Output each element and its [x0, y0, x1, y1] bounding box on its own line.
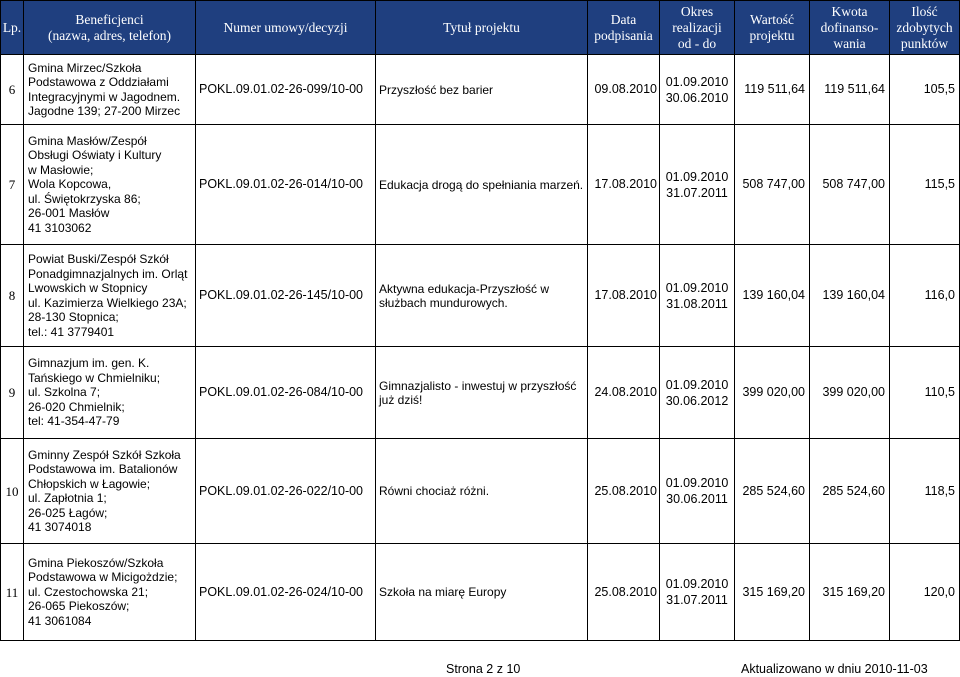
cell-kwota: 508 747,00: [810, 125, 890, 245]
cell-kwota: 139 160,04: [810, 245, 890, 347]
cell-lp: 8: [1, 245, 24, 347]
cell-beneficjent: Gmina Masłów/Zespół Obsługi Oświaty i Kultury w Masłowie; Wola Kopcowa, ul. Świętokrzyska 86; 26-001 Masłów 41 3103062: [24, 125, 196, 245]
header-data-podpisania: Data podpisania: [588, 1, 660, 55]
cell-tytul: Aktywna edukacja-Przyszłość w służbach mundurowych.: [376, 245, 588, 347]
cell-punkty: 120,0: [890, 544, 960, 641]
table-row: [1, 439, 960, 544]
cell-wartosc: 285 524,60: [735, 439, 810, 544]
cell-lp: 10: [1, 439, 24, 544]
cell-data: 09.08.2010: [588, 55, 660, 125]
cell-okres: 01.09.2010 30.06.2010: [660, 55, 735, 125]
cell-beneficjent: Gmina Mirzec/Szkoła Podstawowa z Oddziałami Integracyjnymi w Jagodnem. Jagodne 139; 27-200 Mirzec: [24, 55, 196, 125]
cell-lp: 11: [1, 544, 24, 641]
cell-punkty: 118,5: [890, 439, 960, 544]
cell-tytul: Gimnazjalisto - inwestuj w przyszłość już dziś!: [376, 347, 588, 439]
cell-tytul: Szkoła na miarę Europy: [376, 544, 588, 641]
cell-data: 25.08.2010: [588, 544, 660, 641]
cell-numer-umowy: POKL.09.01.02-26-084/10-00: [196, 347, 376, 439]
cell-wartosc: 399 020,00: [735, 347, 810, 439]
cell-okres: 01.09.2010 30.06.2012: [660, 347, 735, 439]
cell-beneficjent: Powiat Buski/Zespół Szkół Ponadgimnazjalnych im. Orląt Lwowskich w Stopnicy ul. Kazimierza Wielkiego 23A; 28-130 Stopnica; tel.: 41 3779401: [24, 245, 196, 347]
cell-okres: 01.09.2010 30.06.2011: [660, 439, 735, 544]
header-tytul-projektu: Tytuł projektu: [376, 1, 588, 55]
last-updated: Aktualizowano w dniu 2010-11-03: [741, 662, 928, 676]
cell-tytul: Edukacja drogą do spełniania marzeń.: [376, 125, 588, 245]
table-row: [1, 125, 960, 245]
cell-beneficjent: Gminny Zespół Szkół Szkoła Podstawowa im. Batalionów Chłopskich w Łagowie; ul. Zapłotnia 1; 26-025 Łagów; 41 3074018: [24, 439, 196, 544]
cell-data: 17.08.2010: [588, 125, 660, 245]
cell-data: 24.08.2010: [588, 347, 660, 439]
cell-punkty: 105,5: [890, 55, 960, 125]
cell-wartosc: 139 160,04: [735, 245, 810, 347]
cell-numer-umowy: POKL.09.01.02-26-099/10-00: [196, 55, 376, 125]
cell-okres: 01.09.2010 31.07.2011: [660, 544, 735, 641]
cell-numer-umowy: POKL.09.01.02-26-022/10-00: [196, 439, 376, 544]
cell-beneficjent: Gmina Piekoszów/Szkoła Podstawowa w Micigożdzie; ul. Czestochowska 21; 26-065 Piekoszów; 41 3061084: [24, 544, 196, 641]
header-wartosc-projektu: Wartość projektu: [735, 1, 810, 55]
cell-numer-umowy: POKL.09.01.02-26-024/10-00: [196, 544, 376, 641]
cell-tytul: Przyszłość bez barier: [376, 55, 588, 125]
cell-lp: 9: [1, 347, 24, 439]
cell-wartosc: 119 511,64: [735, 55, 810, 125]
table-row: [1, 55, 960, 125]
table-row: [1, 544, 960, 641]
cell-punkty: 110,5: [890, 347, 960, 439]
table-row: [1, 245, 960, 347]
cell-wartosc: 508 747,00: [735, 125, 810, 245]
cell-data: 17.08.2010: [588, 245, 660, 347]
table-body: [1, 55, 960, 641]
header-beneficjenci: Beneficjenci (nazwa, adres, telefon): [24, 1, 196, 55]
cell-lp: 7: [1, 125, 24, 245]
cell-wartosc: 315 169,20: [735, 544, 810, 641]
cell-data: 25.08.2010: [588, 439, 660, 544]
cell-punkty: 115,5: [890, 125, 960, 245]
header-lp: Lp.: [1, 1, 24, 55]
header-kwota-dofinansowania: Kwota dofinanso- wania: [810, 1, 890, 55]
cell-okres: 01.09.2010 31.08.2011: [660, 245, 735, 347]
header-ilosc-punktow: Ilość zdobytych punktów: [890, 1, 960, 55]
table-header: [1, 1, 960, 55]
cell-kwota: 285 524,60: [810, 439, 890, 544]
cell-kwota: 119 511,64: [810, 55, 890, 125]
cell-lp: 6: [1, 55, 24, 125]
header-numer-umowy: Numer umowy/decyzji: [196, 1, 376, 55]
cell-numer-umowy: POKL.09.01.02-26-014/10-00: [196, 125, 376, 245]
cell-kwota: 315 169,20: [810, 544, 890, 641]
cell-okres: 01.09.2010 31.07.2011: [660, 125, 735, 245]
header-okres-realizacji: Okres realizacji od - do: [660, 1, 735, 55]
cell-beneficjent: Gimnazjum im. gen. K. Tańskiego w Chmielniku; ul. Szkolna 7; 26-020 Chmielnik; tel: 41-354-47-79: [24, 347, 196, 439]
page-number: Strona 2 z 10: [446, 662, 521, 676]
cell-numer-umowy: POKL.09.01.02-26-145/10-00: [196, 245, 376, 347]
cell-tytul: Równi chociaż różni.: [376, 439, 588, 544]
table-row: [1, 347, 960, 439]
cell-punkty: 116,0: [890, 245, 960, 347]
cell-kwota: 399 020,00: [810, 347, 890, 439]
